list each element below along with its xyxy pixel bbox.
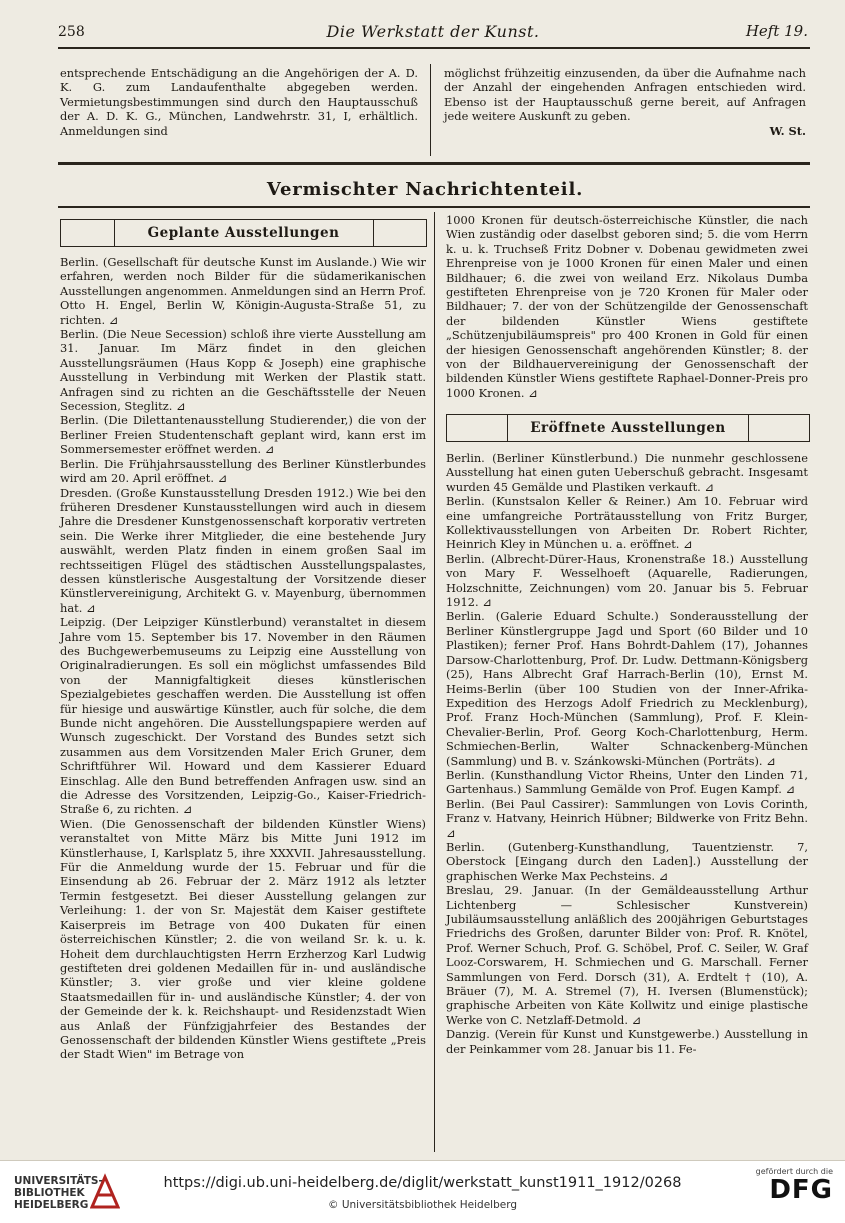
running-header bbox=[58, 22, 808, 44]
page-number: 258 bbox=[58, 24, 85, 40]
column-divider-main bbox=[434, 212, 435, 1152]
permalink-url[interactable]: https://digi.ub.uni-heidelberg.de/diglit/werkstatt_kunst1911_1912/0268 bbox=[163, 1175, 682, 1191]
section-rule-upper bbox=[58, 162, 810, 165]
entry-leipzig: Leipzig. (Der Leipziger Künstlerbund) veranstaltet in diesem Jahre vom 15. September bis 17. November in den Räumen des Buchgewerbemuseums zu Leipzig eine Ausstellung von Originalradierungen. Es soll ein möglichst umfassendes Bild von der Mannigfaltigkeit dieses künstlerischen Spezialgebietes geschaffen werden. Die Ausstellung ist offen für hiesige und auswärtige Künstler, auch für solche, die dem Bunde nicht angehören. Die Ausstellungspapiere werden auf Wunsch zugeschickt. Der Vorstand des Bundes setzt sich zusammen aus dem Vorsitzenden Maler Erich Gruner, dem Schriftführer Wil. Howard und dem Kassierer Eduard Einschlag. Alle den Bund betreffenden Anfragen usw. sind an die Adresse des Vorsitzenden, Leipzig-Go., Kaiser-Friedrich-Straße 6, zu richten. ⊿ bbox=[60, 615, 426, 817]
dfg-logo: DFG bbox=[769, 1175, 833, 1205]
viewer-footer bbox=[0, 1160, 845, 1223]
top-right-text: möglichst frühzeitig einzusenden, da über die Aufnahme nach der Anzahl der eingehenden Anfragen entschieden wird. Ebenso ist der Hauptausschuß gerne bereit, auf Anfragen jede weitere Auskunft zu geben. bbox=[444, 66, 806, 124]
planned-exhibitions-heading: Geplante Ausstellungen bbox=[114, 220, 374, 246]
section-rule-lower bbox=[58, 206, 810, 208]
entry-duerer-haus: Berlin. (Albrecht-Dürer-Haus, Kronenstraße 18.) Ausstellung von Mary F. Wesselhoeft (Aquarelle, Radierungen, Holzschnitte, Zeichnungen) vom 20. Januar bis 5. Februar 1912. ⊿ bbox=[446, 551, 808, 610]
entry-schulte: Berlin. (Galerie Eduard Schulte.) Sonderausstellung der Berliner Künstlergruppe Jagd und Sport (60 Bilder und 10 Plastiken); ferner Prof. Hans Bohrdt-Dahlem (17), Johannes Darsow-Charlottenburg, Prof. Dr. Ludw. Dettmann-Königsberg (25), Hans Albrecht Graf Harrach-Berlin (10), Ernst M. Heims-Berlin (über 100 Studien von der Inner-Afrika-Expedition des Herzogs Adolf Friedrich zu Mecklenburg), Prof. Franz Hoch-München (Sammlung), Prof. F. Klein-Chevalier-Berlin, Prof. Georg Koch-Charlottenburg, Herm. Schmiechen-Berlin, Walter Schnackenberg-München (Sammlung) und B. v. Szánkowski-München (Porträts). ⊿ bbox=[446, 609, 808, 768]
top-left-column bbox=[60, 66, 418, 138]
entry-berlin-secession: Berlin. (Die Neue Secession) schloß ihre vierte Ausstellung am 31. Januar. Im März findet in den gleichen Ausstellungsräumen (Haus Kopp & Joseph) eine graphische Ausstellung in Verbindung mit Werken der Plastik statt. Anfragen sind zu richten an die Geschäftsstelle der Neuen Secession, Steglitz. ⊿ bbox=[60, 327, 426, 414]
library-line-1: UNIVERSITÄTS- bbox=[14, 1175, 103, 1187]
opened-exhibitions-heading: Eröffnete Ausstellungen bbox=[507, 415, 749, 441]
box-right-pad-2 bbox=[749, 415, 809, 441]
copyright-notice: © Universitätsbibliothek Heidelberg bbox=[327, 1199, 517, 1211]
right-column bbox=[446, 451, 808, 1056]
entry-berlin-fruehjahr: Berlin. Die Frühjahrsausstellung des Berliner Künstlerbundes wird am 20. April eröffnet. ⊿ bbox=[60, 456, 426, 486]
entry-cassirer: Berlin. (Bei Paul Cassirer): Sammlungen von Lovis Corinth, Franz v. Hatvany, Heinrich Hübner; Bildwerke von Fritz Behn. ⊿ bbox=[446, 796, 808, 840]
box-right-pad bbox=[374, 220, 427, 246]
left-column bbox=[60, 255, 426, 1062]
entry-gutenberg: Berlin. (Gutenberg-Kunsthandlung, Tauentzienstr. 7, Oberstock [Eingang durch den Laden].) Ausstellung der graphischen Werke Max Pechsteins. ⊿ bbox=[446, 839, 808, 883]
top-right-column bbox=[444, 66, 806, 138]
issue-label: Heft 19. bbox=[745, 22, 808, 40]
library-line-2: BIBLIOTHEK bbox=[14, 1187, 85, 1199]
author-signature: W. St. bbox=[769, 123, 806, 138]
library-line-3: HEIDELBERG bbox=[14, 1199, 89, 1211]
wien-continuation: 1000 Kronen für deutsch-österreichische Künstler, die nach Wien zuständig oder daselbst geboren sind; 5. die vom Herrn k. u. k. Truchseß Fritz Dobner v. Dobenau gewidmeten zwei Ehrenpreise von je 1000 Kronen für einen Maler und einen Bildhauer; 6. die zwei von weiland Erz. Nikolaus Dumba gestifteten Ehrenpreise von je 720 Kronen für Maler oder Bildhauer; 7. der von der Schützengilde der Genossenschaft der bildenden Künstler Wiens gestiftete „Schützenjubiläumspreis" pro 400 Kronen in Gold für einen der hiesigen Genossenschaft angehörenden Künstler; 8. der von der Bildhauervereinigung der Genossenschaft der bildenden Künstler Wiens gestiftete Raphael-Donner-Preis pro 1000 Kronen. ⊿ bbox=[446, 213, 808, 400]
dfg-badge bbox=[743, 1167, 833, 1204]
box-left-pad bbox=[61, 220, 114, 246]
entry-berlin-auslande: Berlin. (Gesellschaft für deutsche Kunst im Auslande.) Wie wir erfahren, werden noch Bilder für die südamerikanischen Ausstellungen angenommen. Anmeldungen sind an Herrn Prof. Otto H. Engel, Berlin W, Königin-Augusta-Straße 51, zu richten. ⊿ bbox=[60, 255, 426, 327]
entry-breslau: Breslau, 29. Januar. (In der Gemäldeausstellung Arthur Lichtenberg — Schlesischer Kunstverein) Jubiläumsausstellung anläßlich des 200jährigen Geburtstages Friedrichs des Großen, darunter Bilder von: Prof. R. Knötel, Prof. Werner Schuch, Prof. G. Schöbel, Prof. C. Seiler, W. Graf Looz-Corswarem, H. Schmiechen und G. Marschall. Ferner Sammlungen von Ferd. Dorsch (31), A. Erdtelt † (10), A. Bräuer (7), M. A. Stremel (7), H. Iversen (Blumenstück); graphische Arbeiten von Käte Kollwitz und einige plastische Werke von C. Netzlaff-Detmold. ⊿ bbox=[446, 883, 808, 1027]
header-rule bbox=[58, 47, 810, 49]
right-column-top bbox=[446, 213, 808, 400]
planned-exhibitions-box bbox=[60, 219, 427, 247]
journal-title: Die Werkstatt der Kunst. bbox=[326, 22, 540, 41]
box-left-pad-2 bbox=[447, 415, 507, 441]
entry-kuenstlerbund: Berlin. (Berliner Künstlerbund.) Die nunmehr geschlossene Ausstellung hat einen guten Ueberschuß gebracht. Insgesamt wurden 45 Gemälde und Plastiken verkauft. ⊿ bbox=[446, 451, 808, 494]
section-title: Vermischter Nachrichtenteil. bbox=[266, 179, 584, 200]
entry-wien: Wien. (Die Genossenschaft der bildenden Künstler Wiens) veranstaltet von Mitte März bis Mitte Juni 1912 im Künstlerhause, I, Karlsplatz 5, ihre XXXVII. Jahresausstellung. Für die Anmeldung wurde der 15. Februar und für die Einsendung ab 26. Februar der 2. März 1912 als letzter Termin festgesetzt. Bei dieser Ausstellung gelangen zur Verleihung: 1. der von Sr. Majestät dem Kaiser gestiftete Kaiserpreis im Betrage von 400 Dukaten für einen österreichischen Künstler; 2. die von weiland Sr. k. u. k. Hoheit dem durchlauchtigsten Herrn Erzherzog Karl Ludwig gestifteten drei goldenen Medaillen für in- und ausländische Künstler; 3. vier große und vier kleine goldene Staatsmedaillen für in- und ausländische Künstler; 4. der von der Gemeinde der k. k. Reichshaupt- und Residenzstadt Wien aus Anlaß der Fünfzigjahrfeier des Bestandes der Genossenschaft der bildenden Künstler Wiens gestiftete „Preis der Stadt Wien" im Betrage von bbox=[60, 816, 426, 1062]
dfg-caption: gefördert durch die bbox=[755, 1167, 833, 1176]
opened-exhibitions-box bbox=[446, 414, 810, 442]
top-left-text: entsprechende Entschädigung an die Angehörigen der A. D. K. G. zum Landaufenthalte abgegeben werden. Vermietungsbestimmungen sind durch den Hauptausschuß der A. D. K. G., München, Landwehrstr. 31, I, erhältlich. Anmeldungen sind bbox=[60, 66, 418, 138]
entry-keller-reiner: Berlin. (Kunstsalon Keller & Reiner.) Am 10. Februar wird eine umfangreiche Porträtausstellung von Fritz Burger, Kollektivausstellungen von Arbeiten Dr. Robert Richter, Heinrich Kley in München u. a. eröffnet. ⊿ bbox=[446, 494, 808, 552]
entry-berlin-dilettanten: Berlin. (Die Dilettantenausstellung Studierender,) die von der Berliner Freien Studentenschaft geplant wird, kann erst im Sommersemester eröffnet werden. ⊿ bbox=[60, 413, 426, 457]
entry-rheins: Berlin. (Kunsthandlung Victor Rheins, Unter den Linden 71, Gartenhaus.) Sammlung Gemälde von Prof. Eugen Kampf. ⊿ bbox=[446, 767, 808, 797]
column-divider-top bbox=[430, 64, 431, 156]
entry-danzig: Danzig. (Verein für Kunst und Kunstgewerbe.) Ausstellung in der Peinkammer vom 28. Januar bis 11. Fe- bbox=[446, 1027, 808, 1056]
entry-dresden: Dresden. (Große Kunstausstellung Dresden 1912.) Wie bei den früheren Dresdener Kunstausstellungen wird auch in diesem Jahre die Dresdener Kunstgenossenschaft korporativ vertreten sein. Die Werke ihrer Mitglieder, die eine bestehende Jury auswählt, werden Platz finden in einem großen Saal im rechtsseitigen Flügel des städtischen Ausstellungspalastes, dessen künstlerische Ausgestaltung der Vorsitzende dieser Künstlervereinigung, Architekt G. v. Mayenburg, übernommen hat. ⊿ bbox=[60, 485, 426, 615]
